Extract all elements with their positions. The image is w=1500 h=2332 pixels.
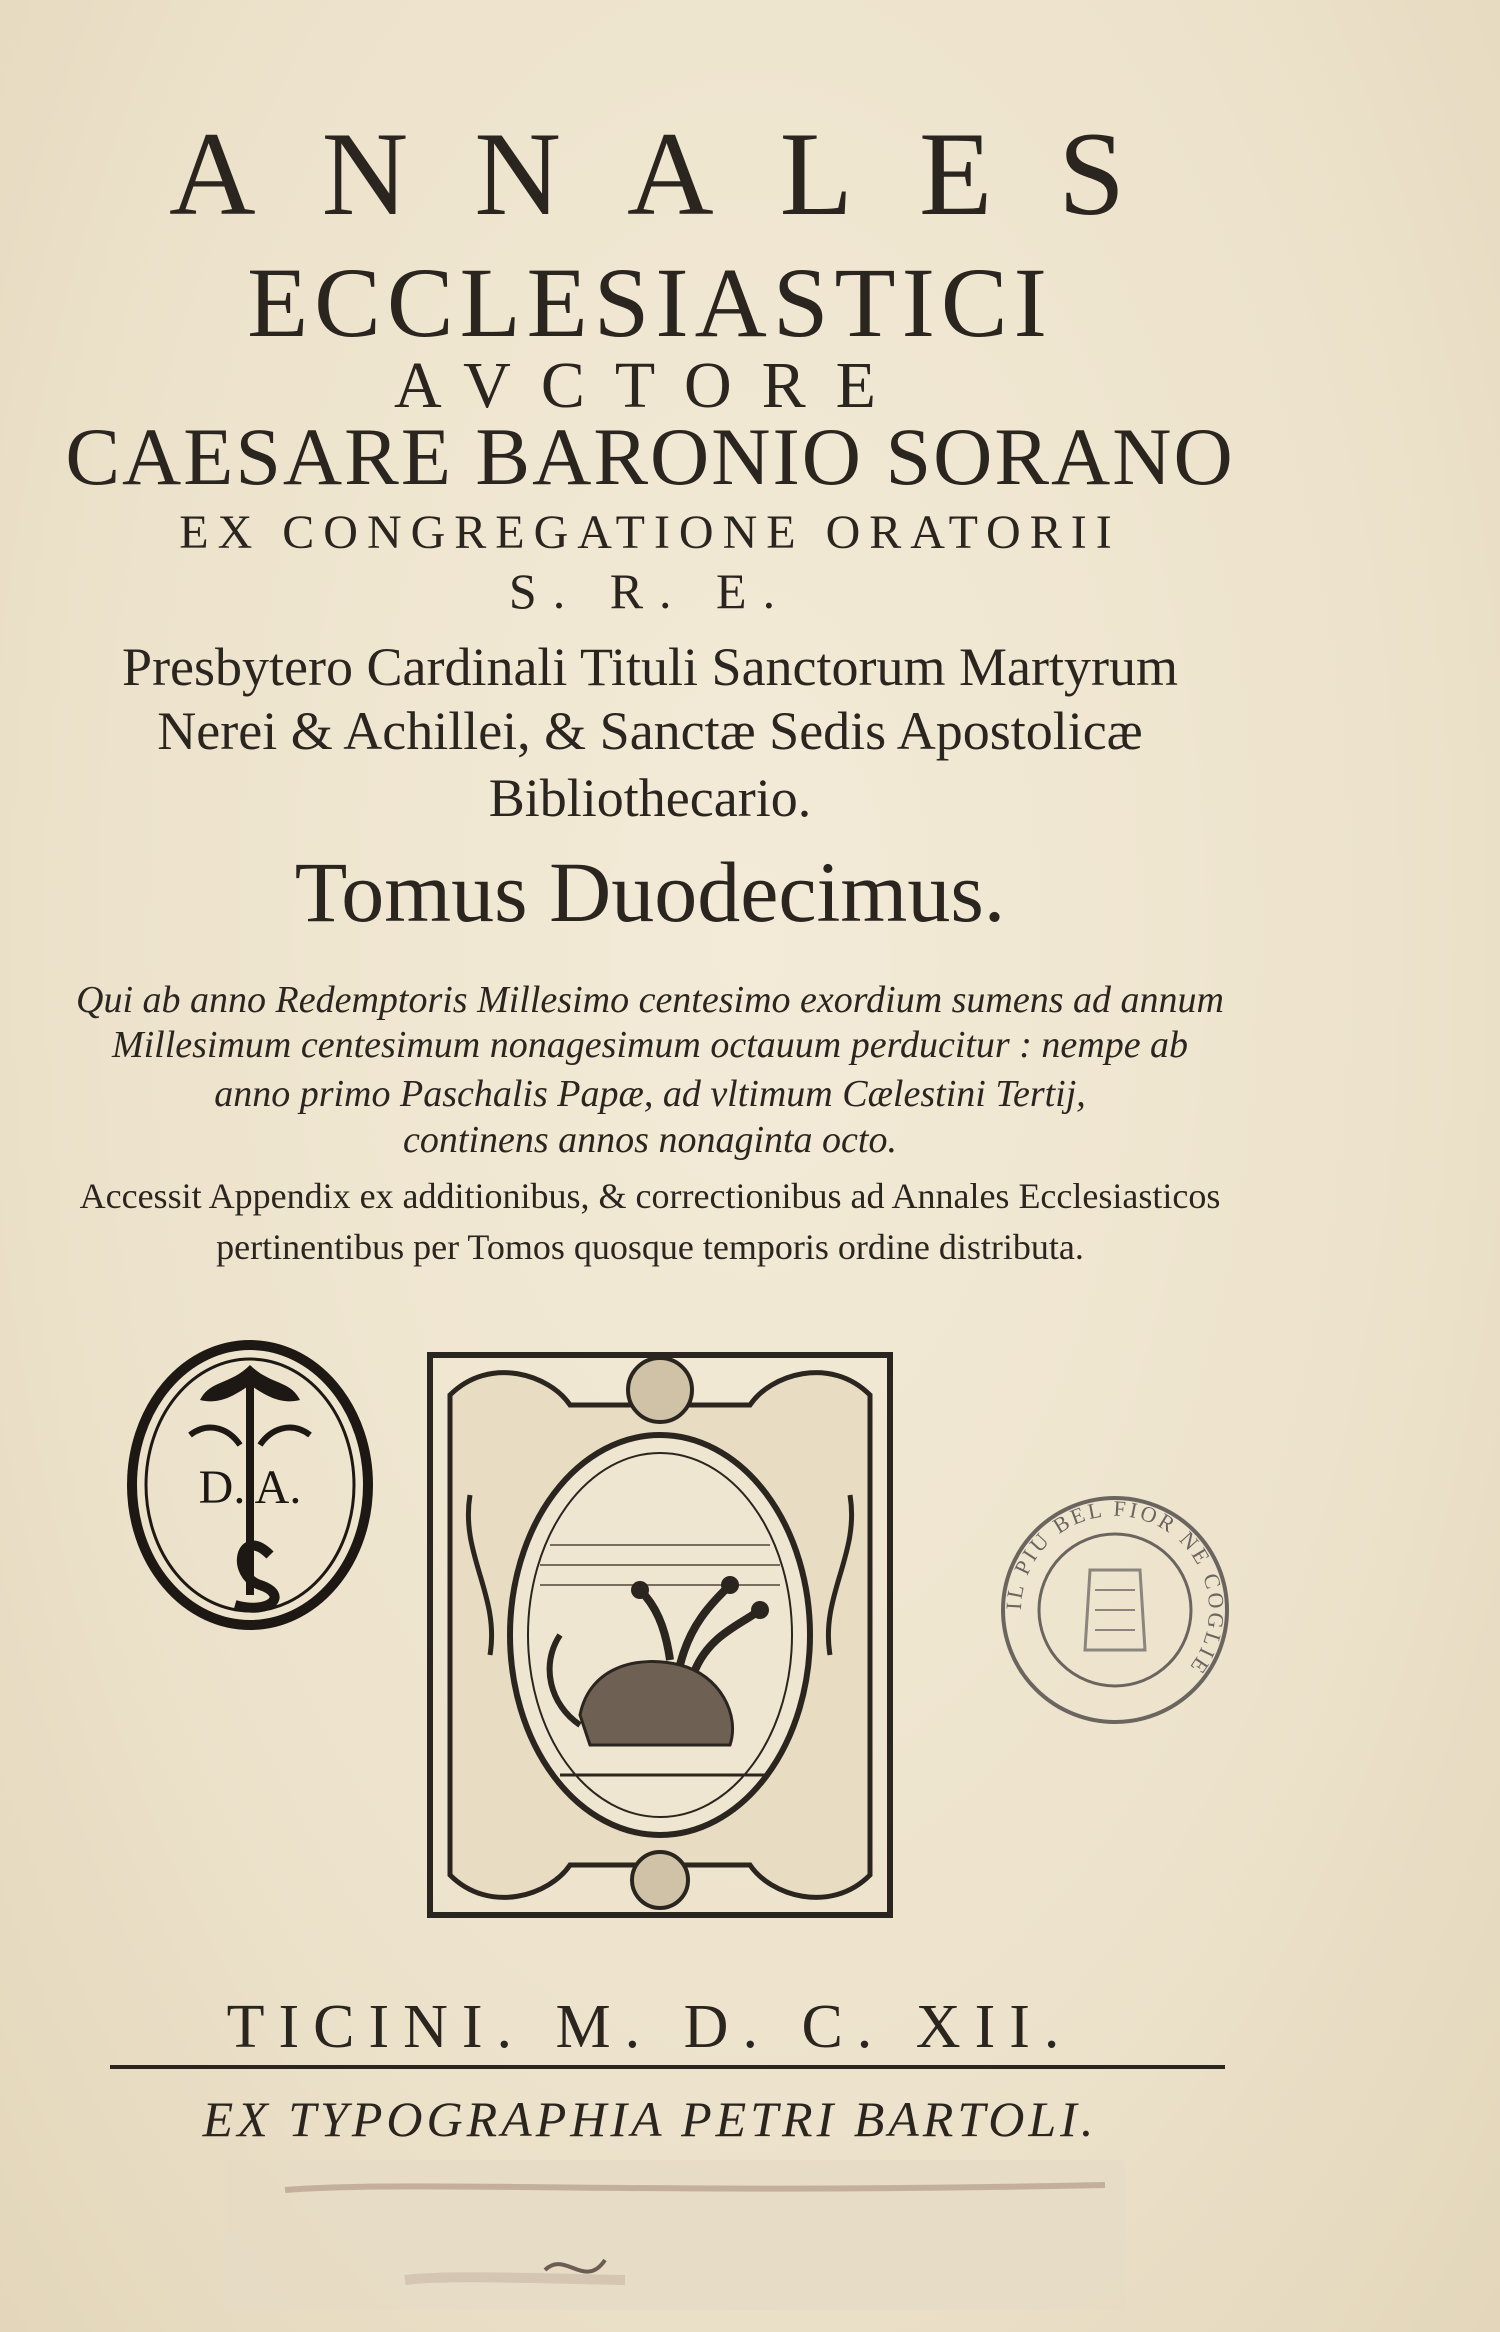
printers-device bbox=[410, 1335, 910, 1935]
imprint-rule bbox=[110, 2065, 1225, 2069]
summary-line-2: Millesimum centesimum nonagesimum octauum perducitur : nempe ab bbox=[111, 1024, 1189, 1066]
monogram-text: D. A. bbox=[198, 1461, 302, 1514]
congregation-line: EX CONGREGATIONE ORATORII bbox=[179, 506, 1121, 559]
printer-line: EX TYPOGRAPHIA PETRI BARTOLI. bbox=[202, 2091, 1098, 2147]
sre-line: S. R. E. bbox=[508, 563, 792, 619]
seal-stamp bbox=[995, 1490, 1235, 1730]
dedication-line-2: Nerei & Achillei, & Sanctæ Sedis Apostolicæ bbox=[157, 701, 1143, 761]
title-line-ecclesiastici: ECCLESIASTICI bbox=[247, 247, 1053, 358]
summary-line-1: Qui ab anno Redemptoris Millesimo centesimo exordium sumens ad annum bbox=[76, 979, 1224, 1021]
dedication-line-3: Bibliothecario. bbox=[488, 768, 812, 828]
auctore-line: AVCTORE bbox=[394, 349, 906, 422]
author-name: CAESARE BARONIO SORANO bbox=[65, 411, 1235, 502]
summary-line-3: anno primo Paschalis Papæ, ad vltimum Cælestini Tertij, bbox=[214, 1073, 1086, 1115]
monogram-stamp bbox=[120, 1325, 380, 1645]
appendix-line-2: pertinentibus per Tomos quosque temporis ordine distributa. bbox=[216, 1227, 1084, 1267]
volume-title: Tomus Duodecimus. bbox=[294, 844, 1006, 940]
dedication-line-1: Presbytero Cardinali Tituli Sanctorum Martyrum bbox=[122, 637, 1178, 697]
title-line-annales: ANNALES bbox=[169, 107, 1191, 240]
imprint-line: TICINI. M. D. C. XII. bbox=[226, 1993, 1074, 2061]
summary-line-4: continens annos nonaginta octo. bbox=[403, 1119, 897, 1161]
seal-text: IL PIU BEL FIOR NE COGLIE bbox=[1000, 1495, 1230, 1681]
appendix-line-1: Accessit Appendix ex additionibus, & correctionibus ad Annales Ecclesiasticos bbox=[79, 1176, 1221, 1216]
paper-repair-stain bbox=[225, 2150, 1125, 2320]
